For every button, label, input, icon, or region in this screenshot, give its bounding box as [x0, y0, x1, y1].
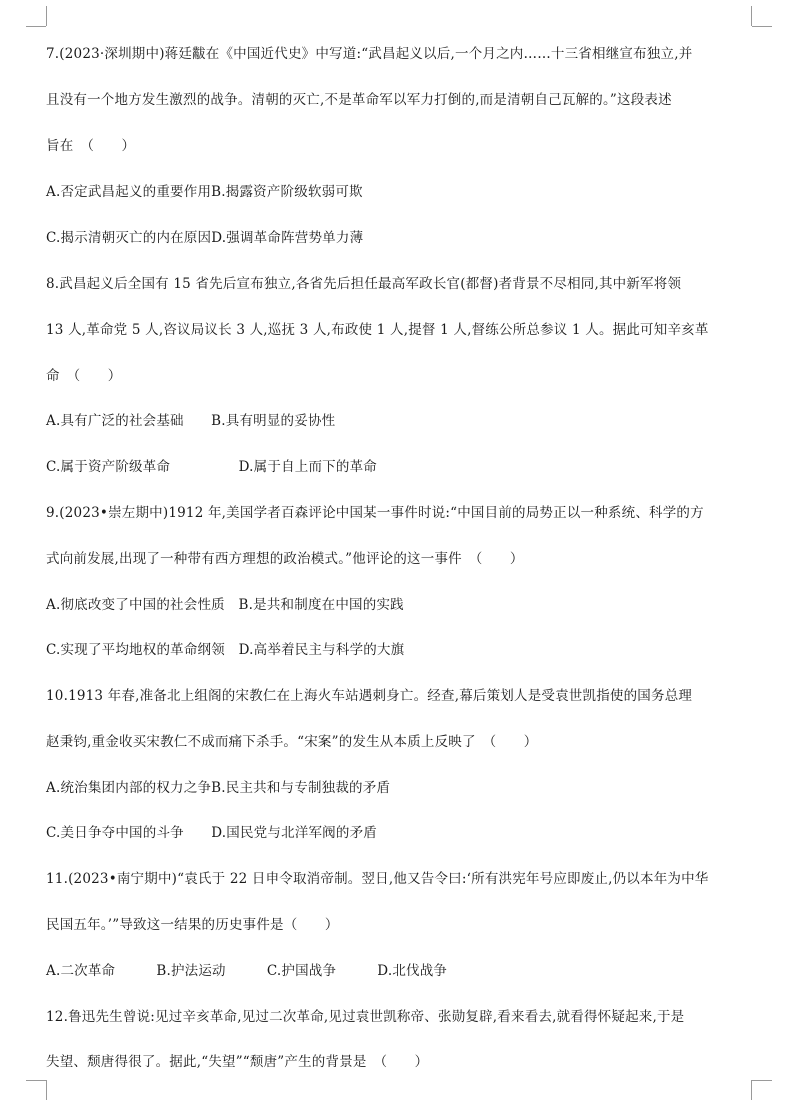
- q8-options-row-1: A.具有广泛的社会基础 B.具有明显的妥协性: [46, 413, 336, 429]
- q11-stem-line-1: 11.(2023•南宁期中)“袁氏于 22 日申令取消帝制。翌日,他又告令曰:‘所有洪宪年号应即废止,仍以本年为中华: [46, 871, 709, 887]
- q7-stem-line-2: 且没有一个地方发生激烈的战争。清朝的灭亡,不是革命军以军力打倒的,而是清朝自己瓦解的。”这段表述: [46, 92, 672, 108]
- crop-mark-top-left-v: [46, 6, 47, 26]
- q12-stem-line-2: 失望、颓唐得很了。据此,“失望”“颓唐”产生的背景是 （ ）: [46, 1054, 429, 1070]
- q10-stem-line-1: 10.1913 年春,准备北上组阁的宋教仁在上海火车站遇刺身亡。经查,幕后策划人是受袁世凯指使的国务总理: [46, 688, 693, 704]
- q11-stem-line-2: 民国五年。’”导致这一结果的历史事件是（ ）: [46, 917, 339, 933]
- q7-options-row-2: C.揭示清朝灭亡的内在原因D.强调革命阵营势单力薄: [46, 230, 364, 246]
- q8-stem-line-1: 8.武昌起义后全国有 15 省先后宣布独立,各省先后担任最高军政长官(都督)者背景不尽相同,其中新军将领: [46, 276, 682, 292]
- q9-options-row-2: C.实现了平均地权的革命纲领 D.高举着民主与科学的大旗: [46, 642, 405, 658]
- q10-options-row-1: A.统治集团内部的权力之争B.民主共和与专制独裁的矛盾: [46, 780, 391, 796]
- q10-stem-line-2: 赵秉钧,重金收买宋教仁不成而痛下杀手。“宋案”的发生从本质上反映了 （ ）: [46, 734, 538, 750]
- q8-stem-line-3: 命 （ ）: [46, 368, 122, 384]
- q12-stem-line-1: 12.鲁迅先生曾说:见过辛亥革命,见过二次革命,见过袁世凯称帝、张勋复辟,看来看去,就看得怀疑起来,于是: [46, 1009, 685, 1025]
- q9-options-row-1: A.彻底改变了中国的社会性质 B.是共和制度在中国的实践: [46, 597, 404, 613]
- q8-stem-line-2: 13 人,革命党 5 人,咨议局议长 3 人,巡抚 3 人,布政使 1 人,提督 1 人,督练公所总参议 1 人。据此可知辛亥革: [46, 322, 709, 338]
- crop-mark-bottom-right-v: [751, 1080, 752, 1100]
- q7-options-row-1: A.否定武昌起义的重要作用B.揭露资产阶级软弱可欺: [46, 184, 363, 200]
- q9-stem-line-2: 式向前发展,出现了一种带有西方理想的政治模式。”他评论的这一事件 （ ）: [46, 551, 524, 567]
- crop-mark-bottom-right-h: [752, 1080, 772, 1081]
- crop-mark-bottom-left-h: [26, 1080, 46, 1081]
- crop-mark-top-right-v: [751, 6, 752, 26]
- q8-options-row-2: C.属于资产阶级革命 D.属于自上而下的革命: [46, 459, 377, 475]
- q10-options-row-2: C.美日争夺中国的斗争 D.国民党与北洋军阀的矛盾: [46, 825, 377, 841]
- crop-mark-top-right-h: [752, 26, 772, 27]
- crop-mark-top-left-h: [26, 26, 46, 27]
- q7-stem-line-1: 7.(2023·深圳期中)蒋廷黻在《中国近代史》中写道:“武昌起义以后,一个月之内……十三省相继宣布独立,并: [46, 46, 693, 62]
- q11-options-row-1: A.二次革命 B.护法运动 C.护国战争 D.北伐战争: [46, 963, 448, 979]
- q9-stem-line-1: 9.(2023•崇左期中)1912 年,美国学者百森评论中国某一事件时说:“中国目前的局势正以一种系统、科学的方: [46, 505, 704, 521]
- q7-stem-line-3: 旨在 （ ）: [46, 138, 136, 154]
- crop-mark-bottom-left-v: [46, 1080, 47, 1100]
